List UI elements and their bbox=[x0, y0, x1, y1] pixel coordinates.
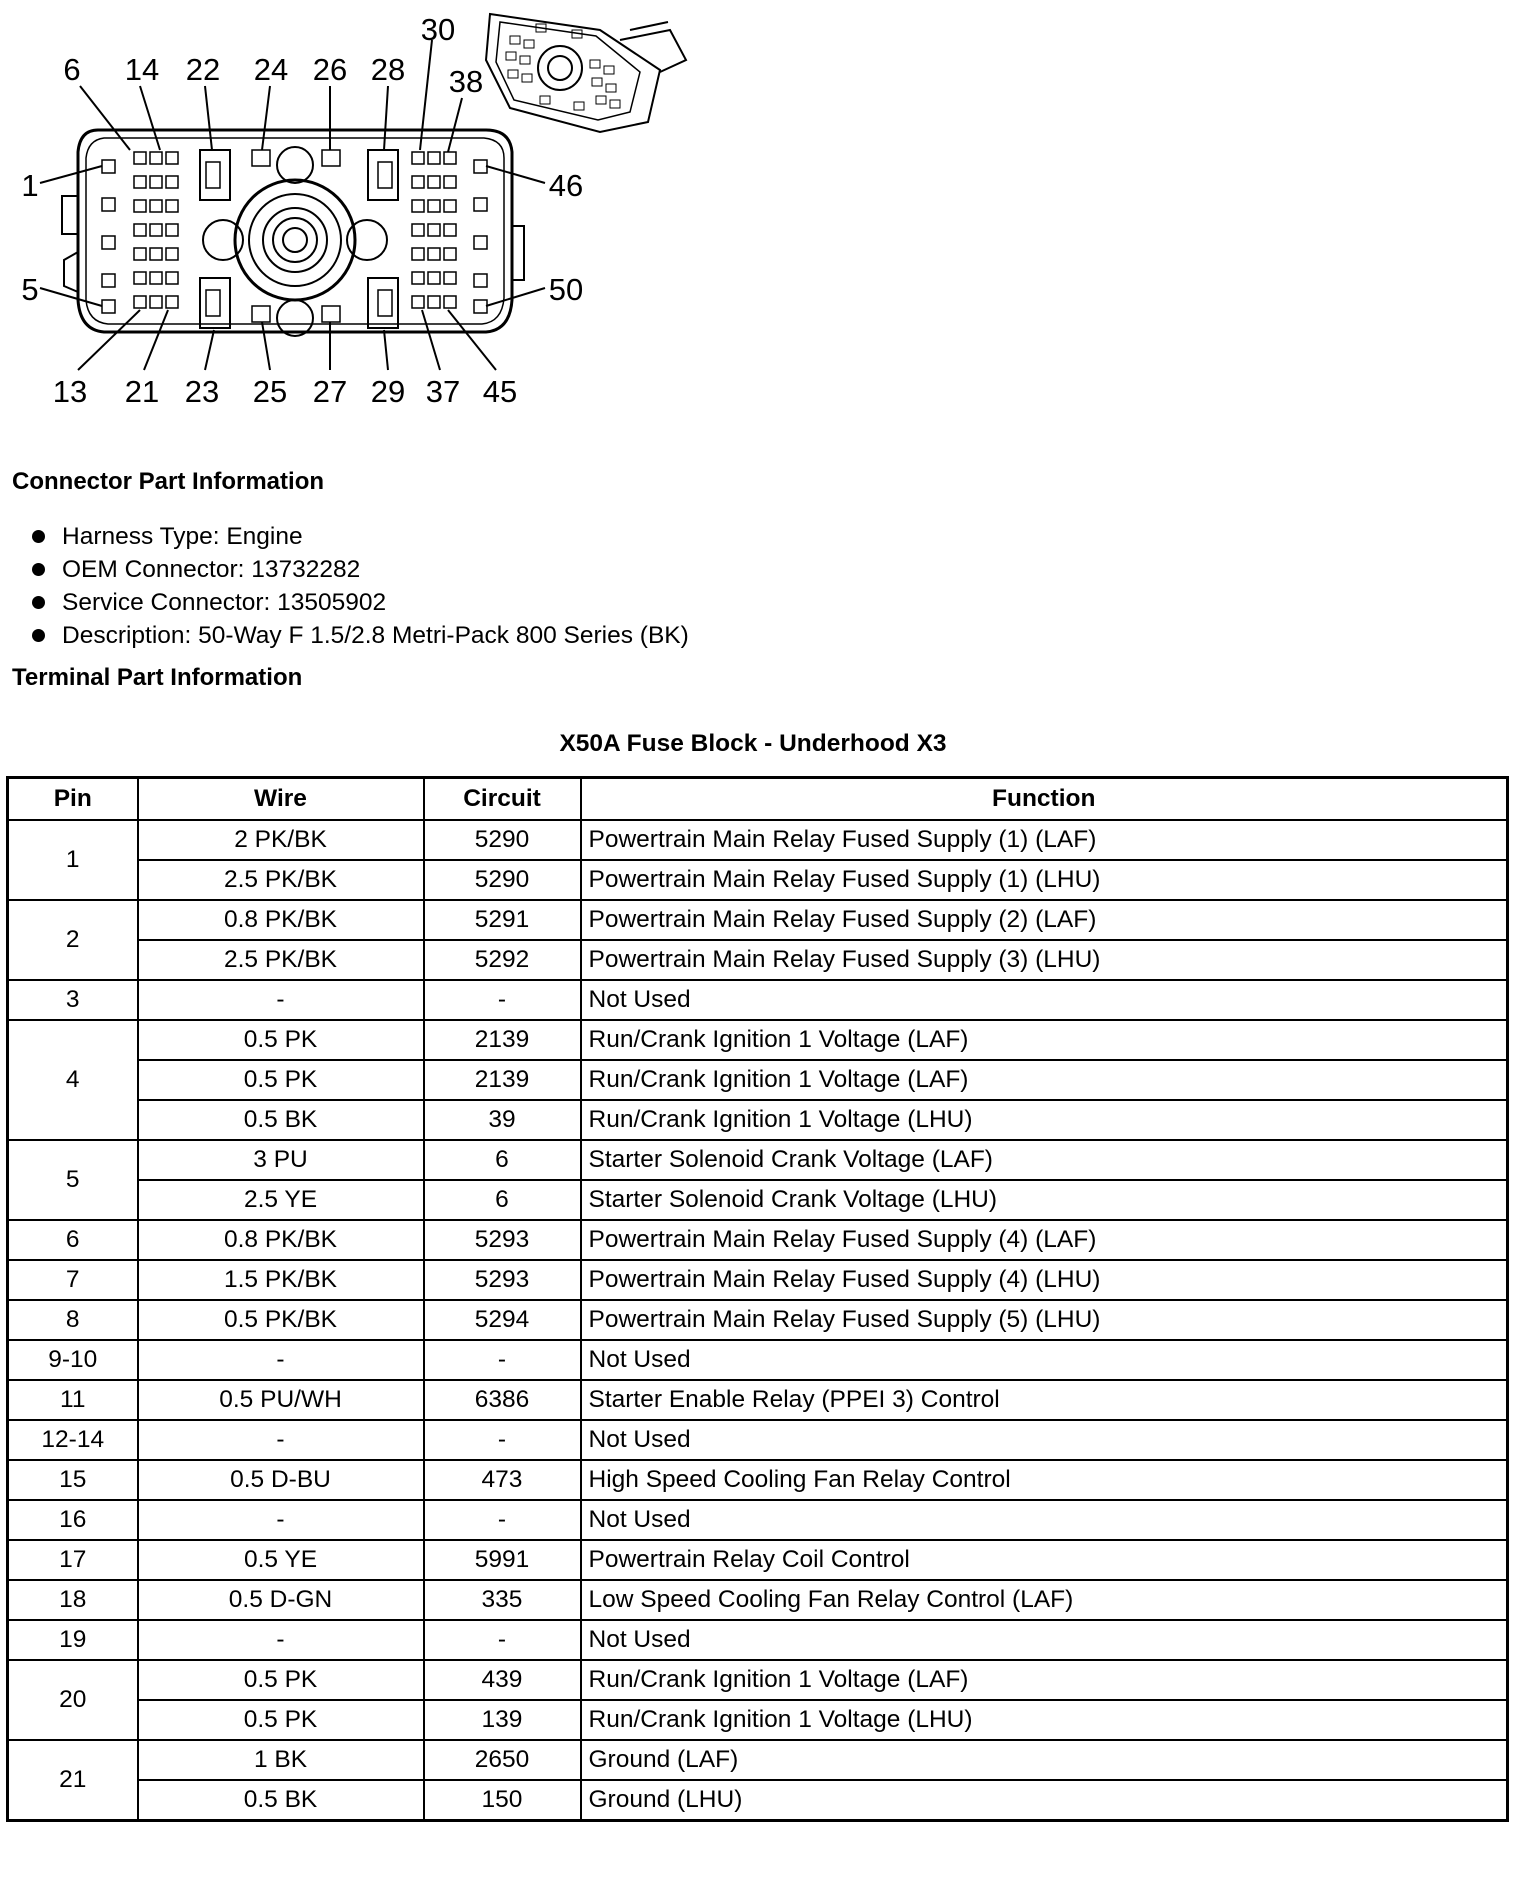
column-header-circuit: Circuit bbox=[424, 778, 581, 821]
pin-label-bottom: 23 bbox=[184, 374, 220, 409]
table-row bbox=[8, 1300, 1508, 1340]
circuit-cell: 5991 bbox=[424, 1540, 581, 1580]
bullet-icon bbox=[32, 530, 45, 543]
circuit-cell: 5290 bbox=[424, 820, 581, 860]
pin-cell: 2 bbox=[8, 900, 138, 980]
bullet-icon bbox=[32, 596, 45, 609]
table-row bbox=[8, 1740, 1508, 1780]
table-row bbox=[8, 980, 1508, 1020]
bullet-icon bbox=[32, 629, 45, 642]
table-row bbox=[8, 1100, 1508, 1140]
function-cell: Powertrain Main Relay Fused Supply (1) (LAF) bbox=[581, 820, 1508, 860]
table-row bbox=[8, 1420, 1508, 1460]
pin-label-top: 26 bbox=[312, 52, 348, 87]
circuit-cell: 5292 bbox=[424, 940, 581, 980]
circuit-cell: 139 bbox=[424, 1700, 581, 1740]
pin-label-left: 1 bbox=[21, 168, 39, 203]
pin-label-bottom: 25 bbox=[252, 374, 288, 409]
pin-table bbox=[6, 776, 1509, 1822]
circuit-cell: 6 bbox=[424, 1180, 581, 1220]
wire-cell: 0.5 D-BU bbox=[138, 1460, 424, 1500]
table-row bbox=[8, 1540, 1508, 1580]
table-row bbox=[8, 1180, 1508, 1220]
wire-cell: 3 PU bbox=[138, 1140, 424, 1180]
table-row bbox=[8, 1260, 1508, 1300]
pin-label-top: 38 bbox=[448, 64, 484, 99]
wire-cell: - bbox=[138, 1420, 424, 1460]
pin-label-top: 14 bbox=[124, 52, 160, 87]
list-item bbox=[30, 586, 689, 619]
circuit-cell: 5290 bbox=[424, 860, 581, 900]
table-row bbox=[8, 940, 1508, 980]
function-cell: Powertrain Main Relay Fused Supply (1) (LHU) bbox=[581, 860, 1508, 900]
function-cell: Ground (LHU) bbox=[581, 1780, 1508, 1821]
terminal-cavities bbox=[102, 152, 487, 313]
table-row bbox=[8, 1340, 1508, 1380]
pin-cell: 19 bbox=[8, 1620, 138, 1660]
function-cell: Ground (LAF) bbox=[581, 1740, 1508, 1780]
list-item bbox=[30, 553, 689, 586]
pin-cell: 21 bbox=[8, 1740, 138, 1821]
wire-cell: - bbox=[138, 1620, 424, 1660]
pin-label-top: 28 bbox=[370, 52, 406, 87]
bullet-icon bbox=[32, 563, 45, 576]
table-row bbox=[8, 1620, 1508, 1660]
wire-cell: 2.5 PK/BK bbox=[138, 940, 424, 980]
wire-cell: 0.5 PK bbox=[138, 1060, 424, 1100]
circuit-cell: 39 bbox=[424, 1100, 581, 1140]
circuit-cell: - bbox=[424, 1620, 581, 1660]
table-row bbox=[8, 1580, 1508, 1620]
list-item-text: Harness Type: Engine bbox=[62, 523, 303, 550]
pin-label-bottom: 21 bbox=[124, 374, 160, 409]
list-item-text: Description: 50-Way F 1.5/2.8 Metri-Pack 800 Series (BK) bbox=[62, 622, 689, 649]
function-cell: Powertrain Main Relay Fused Supply (2) (LAF) bbox=[581, 900, 1508, 940]
circuit-cell: 2139 bbox=[424, 1020, 581, 1060]
pin-cell: 5 bbox=[8, 1140, 138, 1220]
wire-cell: - bbox=[138, 1500, 424, 1540]
table-row bbox=[8, 1460, 1508, 1500]
function-cell: Powertrain Main Relay Fused Supply (4) (LAF) bbox=[581, 1220, 1508, 1260]
wire-cell: 0.5 PU/WH bbox=[138, 1380, 424, 1420]
table-row bbox=[8, 900, 1508, 940]
pin-label-left: 5 bbox=[21, 272, 39, 307]
wire-cell: 0.5 PK bbox=[138, 1660, 424, 1700]
function-cell: Starter Enable Relay (PPEI 3) Control bbox=[581, 1380, 1508, 1420]
function-cell: Not Used bbox=[581, 1420, 1508, 1460]
circuit-cell: 5293 bbox=[424, 1220, 581, 1260]
connector-3d-view bbox=[486, 14, 686, 132]
terminal-info-heading: Terminal Part Information bbox=[12, 664, 303, 691]
circuit-cell: 6 bbox=[424, 1140, 581, 1180]
pin-cell: 7 bbox=[8, 1260, 138, 1300]
function-cell: Run/Crank Ignition 1 Voltage (LAF) bbox=[581, 1020, 1508, 1060]
circuit-cell: - bbox=[424, 1500, 581, 1540]
pin-label-bottom: 29 bbox=[370, 374, 406, 409]
table-row bbox=[8, 820, 1508, 860]
pin-cell: 9-10 bbox=[8, 1340, 138, 1380]
list-item bbox=[30, 520, 689, 553]
pin-cell: 12-14 bbox=[8, 1420, 138, 1460]
circuit-cell: 2650 bbox=[424, 1740, 581, 1780]
list-item-text: OEM Connector: 13732282 bbox=[62, 556, 361, 583]
function-cell: Not Used bbox=[581, 1500, 1508, 1540]
circuit-cell: 2139 bbox=[424, 1060, 581, 1100]
connector-info-heading: Connector Part Information bbox=[12, 468, 325, 495]
circuit-cell: - bbox=[424, 1340, 581, 1380]
function-cell: Run/Crank Ignition 1 Voltage (LHU) bbox=[581, 1100, 1508, 1140]
function-cell: Not Used bbox=[581, 980, 1508, 1020]
function-cell: Run/Crank Ignition 1 Voltage (LAF) bbox=[581, 1060, 1508, 1100]
function-cell: Starter Solenoid Crank Voltage (LHU) bbox=[581, 1180, 1508, 1220]
pin-label-right: 50 bbox=[548, 272, 584, 307]
function-cell: Powertrain Relay Coil Control bbox=[581, 1540, 1508, 1580]
function-cell: Not Used bbox=[581, 1620, 1508, 1660]
table-title: X50A Fuse Block - Underhood X3 bbox=[559, 730, 947, 757]
wire-cell: 1 BK bbox=[138, 1740, 424, 1780]
wire-cell: 0.5 PK/BK bbox=[138, 1300, 424, 1340]
pin-cell: 1 bbox=[8, 820, 138, 900]
function-cell: Low Speed Cooling Fan Relay Control (LAF) bbox=[581, 1580, 1508, 1620]
pin-cell: 8 bbox=[8, 1300, 138, 1340]
wire-cell: 1.5 PK/BK bbox=[138, 1260, 424, 1300]
wire-cell: - bbox=[138, 1340, 424, 1380]
pin-cell: 20 bbox=[8, 1660, 138, 1740]
function-cell: Powertrain Main Relay Fused Supply (5) (LHU) bbox=[581, 1300, 1508, 1340]
wire-cell: 2.5 PK/BK bbox=[138, 860, 424, 900]
wire-cell: 0.5 PK bbox=[138, 1020, 424, 1060]
table-row bbox=[8, 860, 1508, 900]
pin-cell: 11 bbox=[8, 1380, 138, 1420]
table-row bbox=[8, 1660, 1508, 1700]
function-cell: Run/Crank Ignition 1 Voltage (LAF) bbox=[581, 1660, 1508, 1700]
column-header-pin: Pin bbox=[8, 778, 138, 821]
pin-cell: 3 bbox=[8, 980, 138, 1020]
connector-info-list bbox=[30, 520, 689, 652]
pin-label-right: 46 bbox=[548, 168, 584, 203]
pin-label-top: 30 bbox=[420, 12, 456, 47]
table-body bbox=[8, 820, 1508, 1821]
connector-face bbox=[62, 130, 524, 336]
pin-label-bottom: 37 bbox=[425, 374, 461, 409]
circuit-cell: - bbox=[424, 980, 581, 1020]
list-item-text: Service Connector: 13505902 bbox=[62, 589, 387, 616]
pin-label-bottom: 27 bbox=[312, 374, 348, 409]
column-header-function: Function bbox=[581, 778, 1508, 821]
wire-cell: 0.5 D-GN bbox=[138, 1580, 424, 1620]
function-cell: Run/Crank Ignition 1 Voltage (LHU) bbox=[581, 1700, 1508, 1740]
wire-cell: 0.8 PK/BK bbox=[138, 1220, 424, 1260]
wire-cell: 0.5 BK bbox=[138, 1100, 424, 1140]
table-row bbox=[8, 1140, 1508, 1180]
function-cell: Not Used bbox=[581, 1340, 1508, 1380]
pin-cell: 17 bbox=[8, 1540, 138, 1580]
pin-cell: 15 bbox=[8, 1460, 138, 1500]
wire-cell: 0.5 PK bbox=[138, 1700, 424, 1740]
pin-cell: 16 bbox=[8, 1500, 138, 1540]
wire-cell: - bbox=[138, 980, 424, 1020]
wire-cell: 0.5 BK bbox=[138, 1780, 424, 1821]
circuit-cell: 5294 bbox=[424, 1300, 581, 1340]
table-row bbox=[8, 1780, 1508, 1821]
wire-cell: 0.8 PK/BK bbox=[138, 900, 424, 940]
table-row bbox=[8, 1220, 1508, 1260]
circuit-cell: 439 bbox=[424, 1660, 581, 1700]
wire-cell: 2.5 YE bbox=[138, 1180, 424, 1220]
function-cell: Powertrain Main Relay Fused Supply (3) (LHU) bbox=[581, 940, 1508, 980]
wire-cell: 0.5 YE bbox=[138, 1540, 424, 1580]
circuit-cell: 5293 bbox=[424, 1260, 581, 1300]
function-cell: Starter Solenoid Crank Voltage (LAF) bbox=[581, 1140, 1508, 1180]
table-row bbox=[8, 1700, 1508, 1740]
pin-cell: 4 bbox=[8, 1020, 138, 1140]
pin-label-bottom: 45 bbox=[482, 374, 518, 409]
circuit-cell: 5291 bbox=[424, 900, 581, 940]
function-cell: Powertrain Main Relay Fused Supply (4) (LHU) bbox=[581, 1260, 1508, 1300]
pin-cell: 18 bbox=[8, 1580, 138, 1620]
table-header-row bbox=[8, 778, 1508, 821]
circuit-cell: 150 bbox=[424, 1780, 581, 1821]
wire-cell: 2 PK/BK bbox=[138, 820, 424, 860]
circuit-cell: 335 bbox=[424, 1580, 581, 1620]
pin-label-top: 24 bbox=[253, 52, 289, 87]
table-row bbox=[8, 1020, 1508, 1060]
pin-label-bottom: 13 bbox=[52, 374, 88, 409]
function-cell: High Speed Cooling Fan Relay Control bbox=[581, 1460, 1508, 1500]
circuit-cell: - bbox=[424, 1420, 581, 1460]
pin-label-top: 22 bbox=[185, 52, 221, 87]
connector-face-diagram bbox=[0, 0, 720, 420]
column-header-wire: Wire bbox=[138, 778, 424, 821]
list-item bbox=[30, 619, 689, 652]
circuit-cell: 473 bbox=[424, 1460, 581, 1500]
pin-label-top: 6 bbox=[63, 52, 81, 87]
table-row bbox=[8, 1060, 1508, 1100]
circuit-cell: 6386 bbox=[424, 1380, 581, 1420]
table-row bbox=[8, 1380, 1508, 1420]
table-row bbox=[8, 1500, 1508, 1540]
pin-cell: 6 bbox=[8, 1220, 138, 1260]
